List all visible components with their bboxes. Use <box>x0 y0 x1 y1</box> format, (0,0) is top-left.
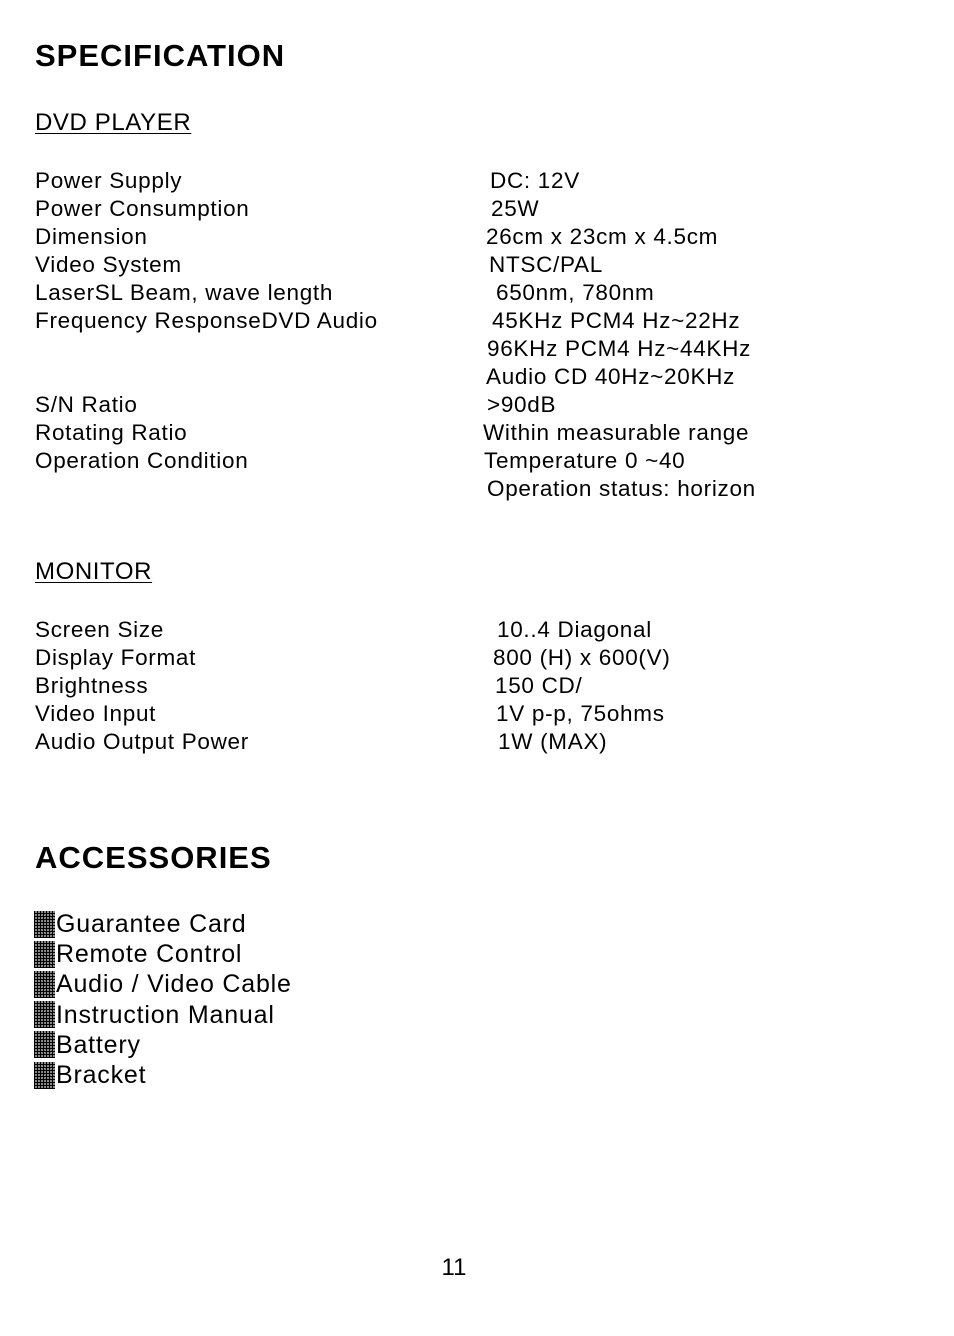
bullet-icon <box>34 971 55 998</box>
spec-label: Screen Size <box>35 617 165 642</box>
spec-value: 650nm, 780nm <box>496 280 655 305</box>
spec-row <box>35 279 915 307</box>
spec-value: 1W (MAX) <box>498 729 608 754</box>
spec-label: Brightness <box>35 673 149 698</box>
accessories-list <box>34 909 292 1090</box>
accessory-label: Remote Control <box>56 940 243 969</box>
spec-title: SPECIFICATION <box>35 38 286 73</box>
spec-row <box>35 391 915 419</box>
spec-row <box>35 223 915 251</box>
spec-value: 45KHz PCM4 Hz~22Hz <box>492 308 741 333</box>
spec-value: 150 CD/ <box>495 673 583 698</box>
spec-row <box>35 307 915 335</box>
spec-label: Operation Condition <box>35 448 249 473</box>
spec-row <box>35 616 915 644</box>
bullet-icon <box>34 941 55 968</box>
bullet-icon <box>34 911 55 938</box>
spec-label: Frequency ResponseDVD Audio <box>35 308 378 333</box>
page-number: 11 <box>441 1254 467 1281</box>
spec-value: Within measurable range <box>483 420 750 445</box>
spec-row <box>35 195 915 223</box>
spec-row <box>35 728 915 756</box>
accessory-label: Battery <box>56 1030 141 1059</box>
spec-row <box>35 700 915 728</box>
spec-value: 25W <box>491 196 540 221</box>
spec-row <box>35 672 915 700</box>
list-item <box>34 1000 292 1030</box>
spec-value: Audio CD 40Hz~20KHz <box>486 364 736 389</box>
accessory-label: Audio / Video Cable <box>56 970 292 999</box>
spec-value: Temperature 0 ~40 <box>484 448 686 473</box>
spec-label: S/N Ratio <box>35 392 138 417</box>
spec-row <box>35 644 915 672</box>
spec-row <box>35 419 915 447</box>
spec-value: DC: 12V <box>490 168 580 193</box>
spec-label: Video System <box>35 252 182 277</box>
spec-value: NTSC/PAL <box>489 252 603 277</box>
list-item <box>34 909 292 939</box>
spec-value: 26cm x 23cm x 4.5cm <box>486 224 719 249</box>
spec-label: Power Supply <box>35 168 183 193</box>
spec-value: 96KHz PCM4 Hz~44KHz <box>487 336 752 361</box>
list-item <box>34 969 292 999</box>
spec-value: 1V p-p, 75ohms <box>496 701 665 726</box>
accessory-label: Guarantee Card <box>56 910 247 938</box>
monitor-heading: MONITOR <box>35 558 153 585</box>
bullet-icon <box>34 1062 55 1089</box>
bullet-icon <box>34 1031 55 1058</box>
dvd-player-spec-table <box>35 167 915 503</box>
spec-row <box>35 251 915 279</box>
spec-value: 10..4 Diagonal <box>497 617 652 642</box>
bullet-icon <box>34 1001 55 1028</box>
spec-label: LaserSL Beam, wave length <box>35 280 334 305</box>
accessory-label: Bracket <box>56 1060 147 1089</box>
spec-row <box>35 167 915 195</box>
accessory-label: Instruction Manual <box>56 1000 275 1029</box>
list-item <box>34 939 292 969</box>
dvd-player-heading: DVD PLAYER <box>35 109 192 136</box>
spec-label: Audio Output Power <box>35 729 249 754</box>
monitor-spec-table <box>35 616 915 756</box>
spec-row <box>35 335 915 363</box>
spec-row <box>35 447 915 475</box>
spec-row <box>35 475 915 503</box>
spec-value: Operation status: horizon <box>487 476 756 501</box>
spec-label: Rotating Ratio <box>35 420 188 445</box>
spec-label: Video Input <box>35 701 157 726</box>
spec-row <box>35 363 915 391</box>
accessories-title: ACCESSORIES <box>35 840 272 875</box>
spec-label: Display Format <box>35 645 197 670</box>
spec-label: Dimension <box>35 224 148 249</box>
spec-value: >90dB <box>487 392 557 417</box>
list-item <box>34 1060 292 1090</box>
list-item <box>34 1030 292 1060</box>
spec-label: Power Consumption <box>35 196 250 221</box>
spec-value: 800 (H) x 600(V) <box>493 645 671 670</box>
